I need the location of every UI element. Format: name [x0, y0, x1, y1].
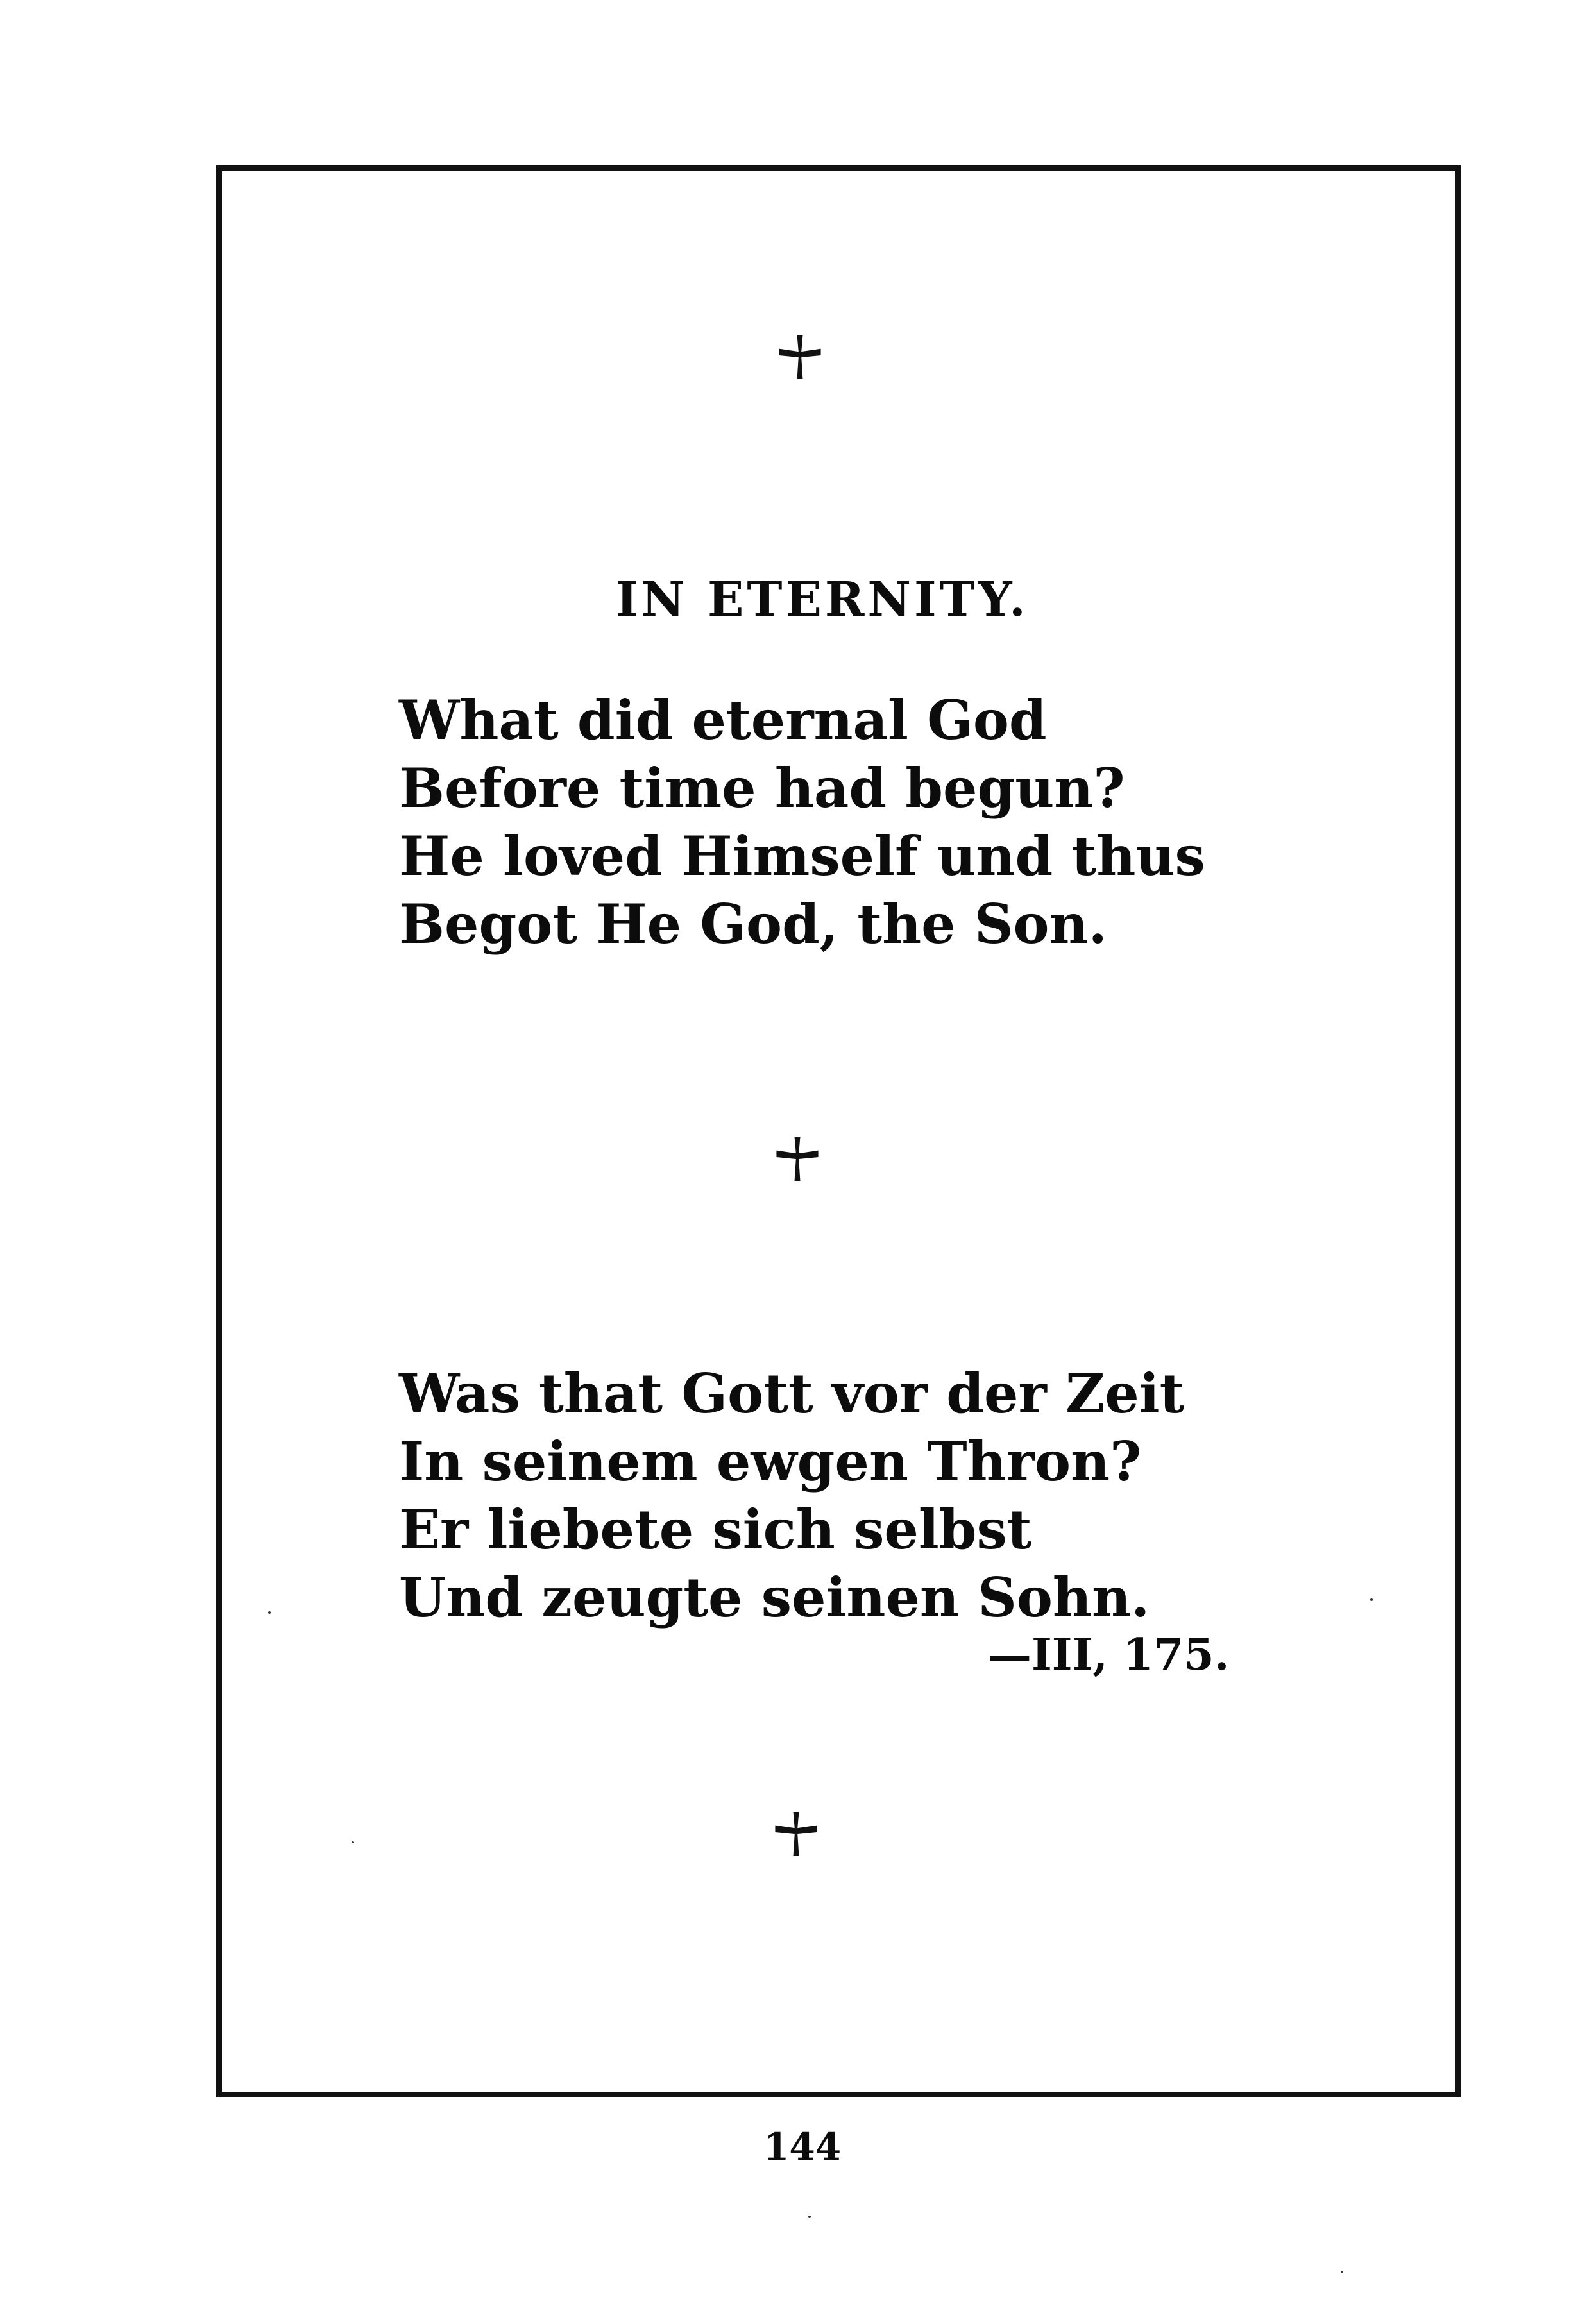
citation: —III, 175. [988, 1629, 1230, 1681]
scan-speck [1341, 2271, 1343, 2273]
stanza-line: Begot He God, the Son. [399, 892, 1107, 956]
scan-speck [1370, 1598, 1373, 1601]
stanza-line: What did eternal God [399, 688, 1047, 752]
page-number: 144 [763, 2125, 842, 2169]
stanza-line: In seinem ewgen Thron? [399, 1430, 1142, 1493]
page-border [216, 165, 1461, 2097]
cross-ornament-icon-middle [774, 1135, 821, 1183]
stanza-line: Und zeugte seinen Sohn. [399, 1566, 1150, 1629]
stanza-english [399, 686, 1205, 958]
stanza-line: Before time had begun? [399, 756, 1125, 820]
stanza-line: He loved Himself und thus [399, 824, 1205, 888]
poem-title: IN ETERNITY. [616, 572, 1029, 627]
stanza-german [399, 1360, 1184, 1632]
scan-speck [808, 2216, 811, 2218]
stanza-line: Was that Gott vor der Zeit [399, 1362, 1185, 1425]
cross-ornament-icon-top [776, 334, 824, 381]
scan-speck [268, 1611, 271, 1614]
cross-ornament-icon-bottom [772, 1810, 820, 1858]
stanza-line: Er liebete sich selbst [399, 1498, 1032, 1561]
scan-speck [352, 1841, 354, 1843]
